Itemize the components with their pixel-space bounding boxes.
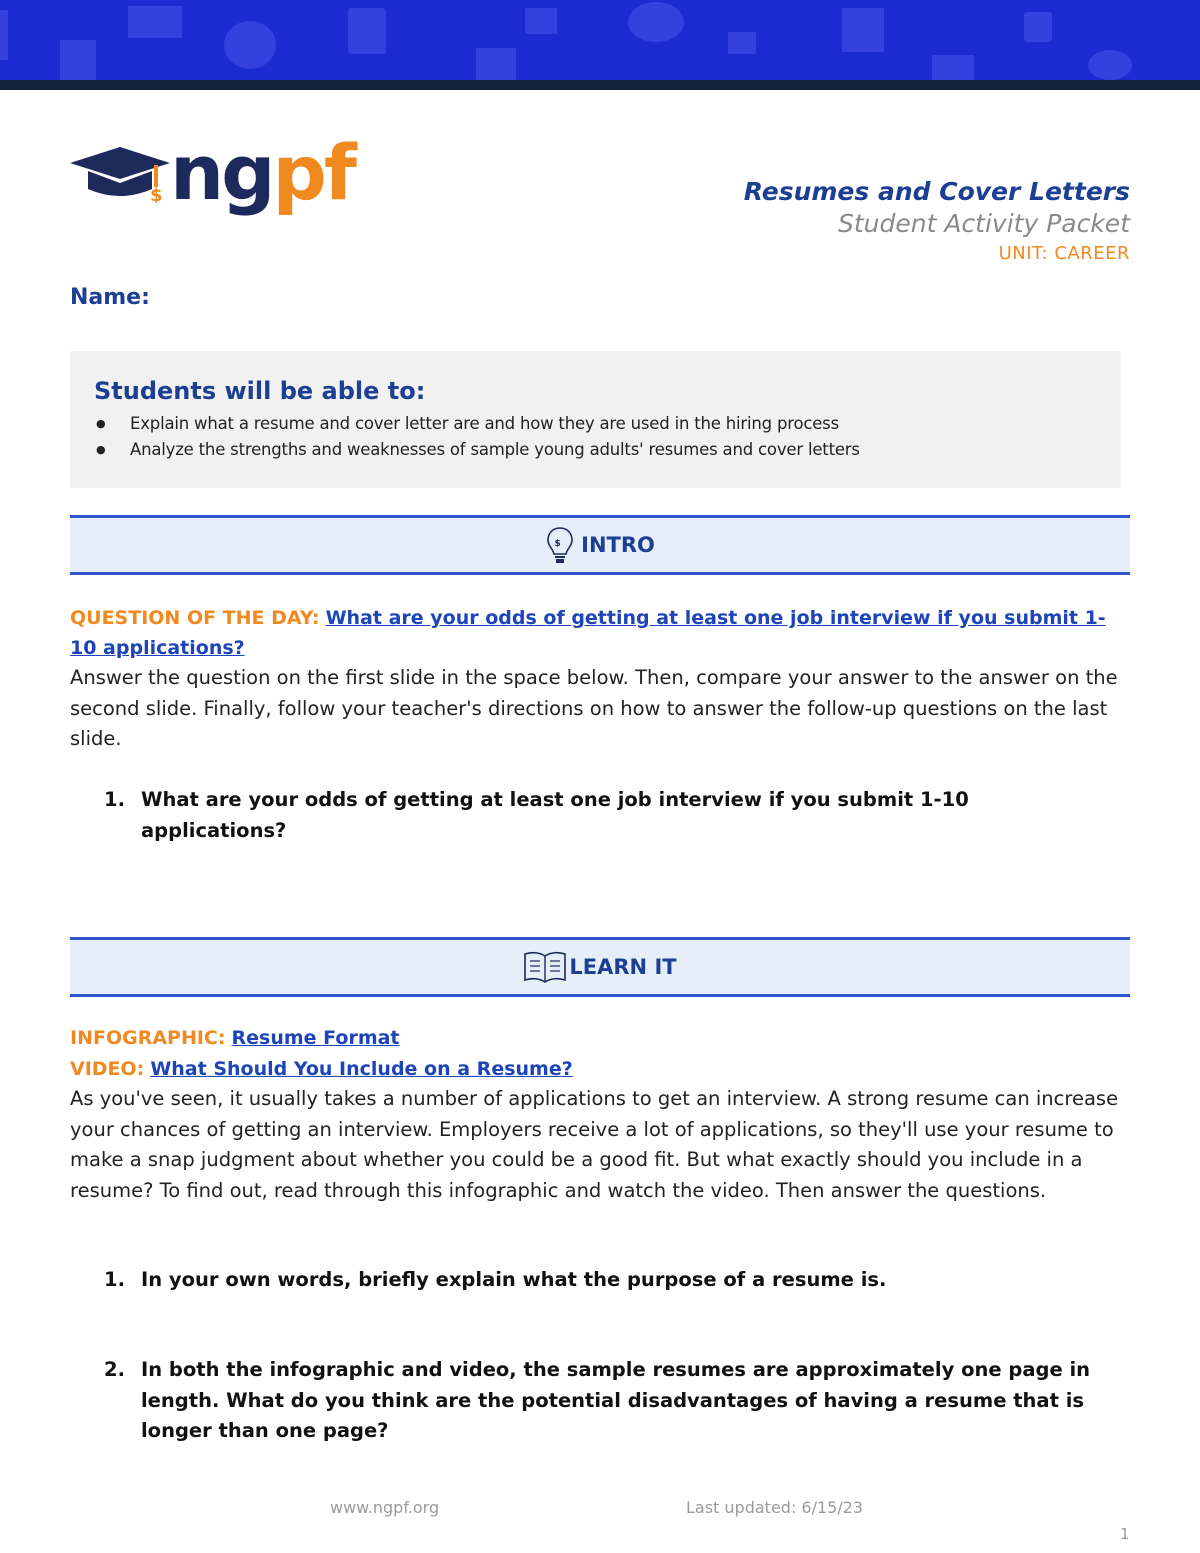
video-link[interactable]: What Should You Include on a Resume? [150,1057,573,1080]
learn-it-section-header [70,937,1130,997]
question-text: In both the infographic and video, the sample resumes are approximately one page in length. What do you think are the potential disadvantages of having a resume that is longer than one page? [141,1358,1091,1442]
document-subtitle: Student Activity Packet [837,209,1130,238]
logo-text-pf: pf [272,128,354,217]
intro-question-1 [104,785,1114,846]
footer-last-updated: Last updated: 6/15/23 [686,1498,864,1517]
question-number: 1. [104,788,125,811]
question-of-the-day [70,603,1130,755]
infographic-line [70,1023,1130,1054]
learn-question-1 [104,1265,1114,1296]
ngpf-logo [70,128,354,217]
objectives-title: Students will be able to: [94,377,426,405]
svg-text:$: $ [150,185,163,203]
document-title: Resumes and Cover Letters [743,177,1130,206]
header-banner [0,0,1200,80]
qotd-label: QUESTION OF THE DAY: [70,607,320,629]
footer-url: www.ngpf.org [330,1498,440,1517]
page-number: 1 [1120,1525,1130,1543]
question-number: 1. [104,1268,125,1291]
question-text: In your own words, briefly explain what the purpose of a resume is. [141,1268,887,1291]
video-label: VIDEO: [70,1057,145,1080]
intro-section-title: INTRO [581,533,655,557]
learn-it-section-title: LEARN IT [569,955,677,979]
banner-underline [0,80,1200,90]
objective-item: ● Analyze the strengths and weaknesses of sample young adults' resumes and cover letters [130,437,860,463]
name-label: Name: [70,285,150,310]
logo-text-ng: ng [170,128,273,217]
infographic-label: INFOGRAPHIC: [70,1027,226,1049]
logo-wordmark [170,128,354,217]
objective-item: ● Explain what a resume and cover letter are and how they are used in the hiring process [130,411,860,437]
open-book-icon [523,950,567,984]
lightbulb-icon [545,525,575,565]
video-line [70,1054,1130,1085]
learn-question-2 [104,1355,1114,1447]
qotd-link[interactable]: What are your odds of getting at least one job interview if you submit 1-10 applications? [70,607,1106,659]
infographic-link[interactable]: Resume Format [231,1027,400,1049]
intro-section-header [70,515,1130,575]
document-title-block [744,176,1130,268]
learn-it-body: As you've seen, it usually takes a number of applications to get an interview. A strong resume can increase your chances of getting an interview. Employers receive a lot of applications, so they'll use your resume to make a snap judgment about whether you could be a good fit. But what exactly should you include in a resume? To find out, read through this infographic and watch the video. Then answer the questions. [70,1087,1119,1202]
question-text: What are your odds of getting at least one job interview if you submit 1-10 applications? [141,788,969,842]
graduation-cap-icon [70,143,170,203]
learn-it-resources [70,1023,1130,1206]
svg-text:$: $ [554,539,561,549]
objectives-box [70,351,1121,488]
question-number: 2. [104,1358,125,1381]
objectives-list [130,411,860,463]
intro-instructions: Answer the question on the first slide in the space below. Then, compare your answer to the answer on the second slide. Finally, follow your teacher's directions on how to answer the follow-up questions on the last slide. [70,666,1118,750]
banner-decoration [0,0,1200,80]
unit-label: UNIT: CAREER [998,243,1130,264]
